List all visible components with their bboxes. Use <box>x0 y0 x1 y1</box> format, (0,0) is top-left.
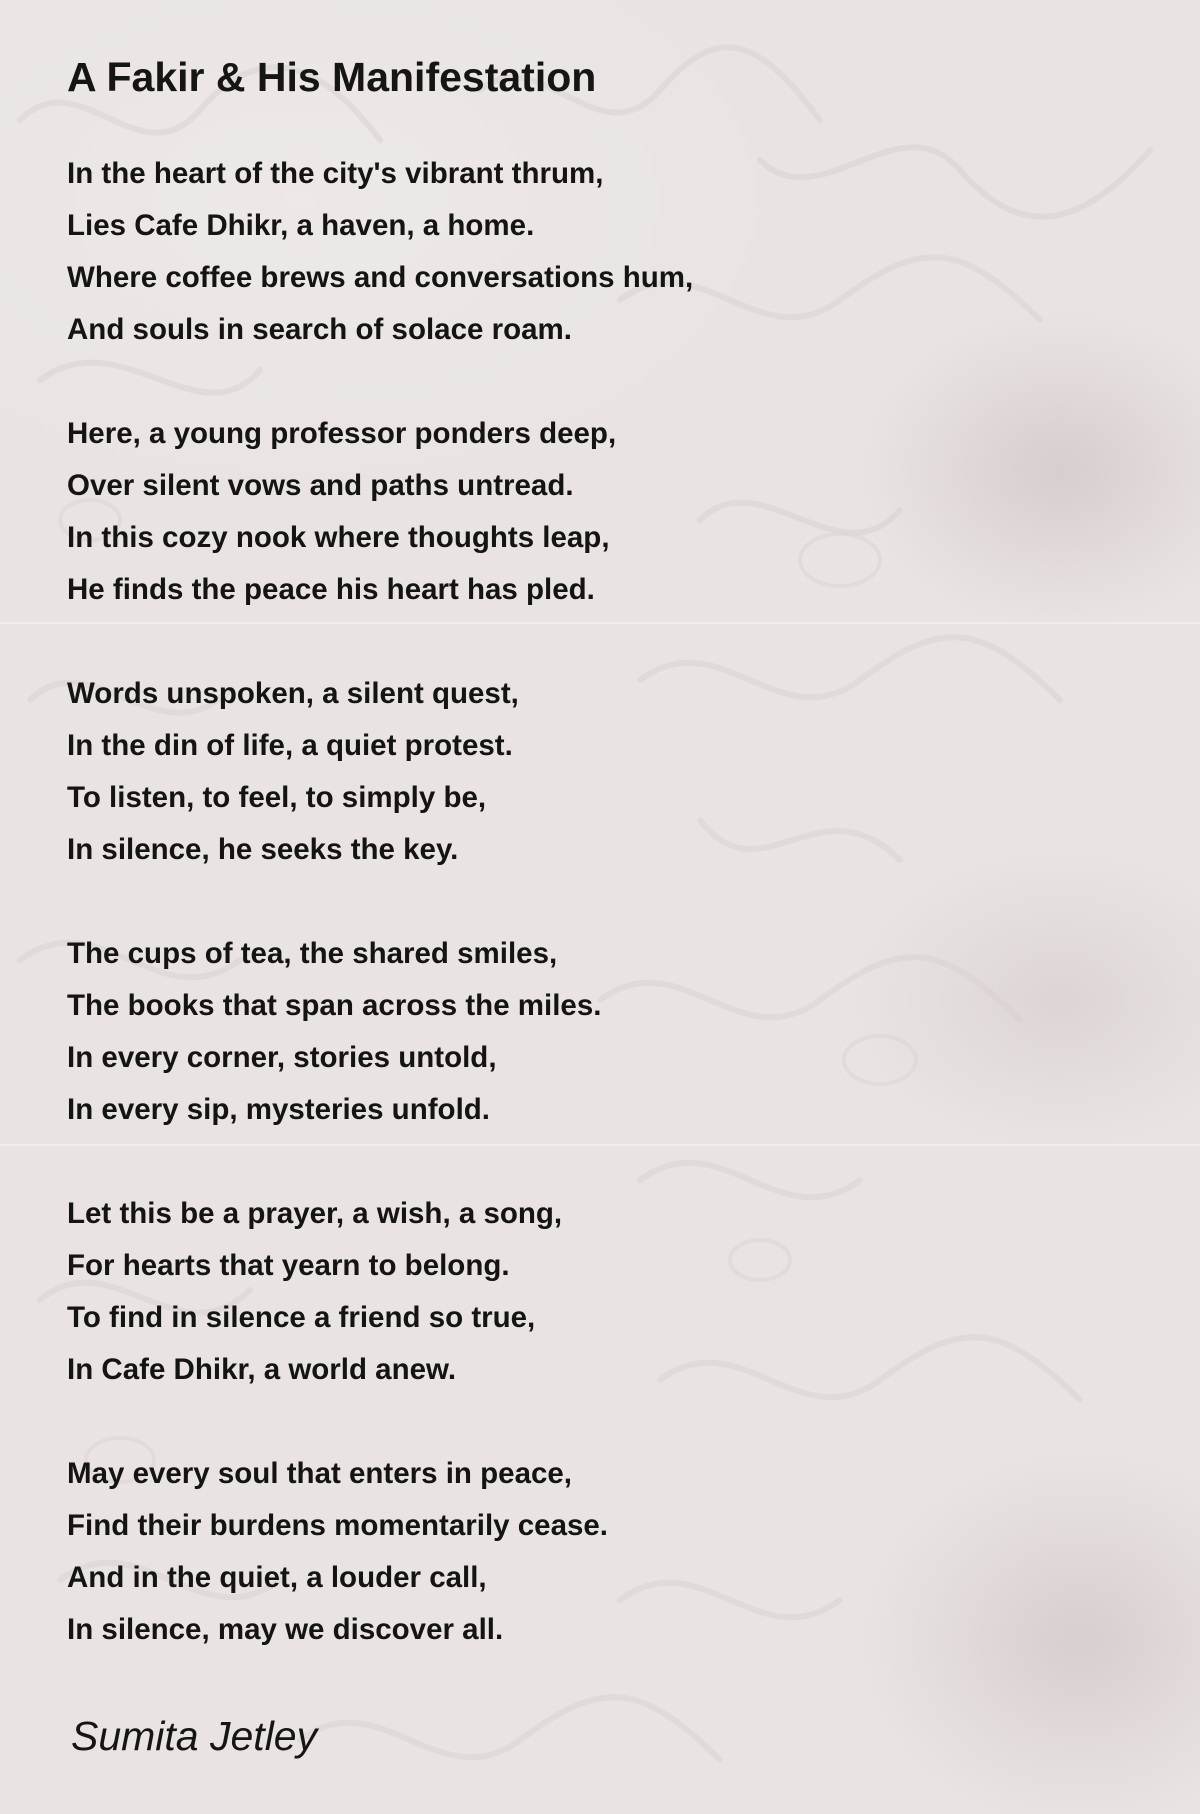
poem-line: Find their burdens momentarily cease. <box>67 1509 608 1542</box>
poem-author: Sumita Jetley <box>71 1713 318 1759</box>
poem-line: And in the quiet, a louder call, <box>67 1561 487 1594</box>
poem-line: In Cafe Dhikr, a world anew. <box>67 1353 457 1386</box>
poem-line: May every soul that enters in peace, <box>67 1457 572 1490</box>
poem-line: In this cozy nook where thoughts leap, <box>67 521 610 554</box>
poem-line: And souls in search of solace roam. <box>67 313 572 346</box>
poem-line: Over silent vows and paths untread. <box>67 469 574 502</box>
poem-container <box>67 48 1147 1708</box>
poem-line: Words unspoken, a silent quest, <box>67 677 519 710</box>
poem-line: Let this be a prayer, a wish, a song, <box>67 1197 563 1230</box>
poem-line: In silence, he seeks the key. <box>67 833 459 866</box>
poem-line: To find in silence a friend so true, <box>67 1301 536 1334</box>
poem-line: To listen, to feel, to simply be, <box>67 781 487 814</box>
poem-line: Lies Cafe Dhikr, a haven, a home. <box>67 209 535 242</box>
poem-line: In the heart of the city's vibrant thrum, <box>67 157 604 190</box>
poem-line: Here, a young professor ponders deep, <box>67 417 617 450</box>
stanza-4 <box>67 928 1147 1136</box>
poem-body <box>67 148 1147 1656</box>
stanza-5 <box>67 1188 1147 1396</box>
poem-line: In silence, may we discover all. <box>67 1613 504 1646</box>
poem-line: The books that span across the miles. <box>67 989 602 1022</box>
poem-line: For hearts that yearn to belong. <box>67 1249 510 1282</box>
stanza-1 <box>67 148 1147 356</box>
poem-title: A Fakir & His Manifestation <box>67 54 597 100</box>
poem-line: Where coffee brews and conversations hum, <box>67 261 694 294</box>
stanza-6 <box>67 1448 1147 1656</box>
poem-line: In every sip, mysteries unfold. <box>67 1093 490 1126</box>
poem-line: He finds the peace his heart has pled. <box>67 573 595 606</box>
stanza-2 <box>67 408 1147 616</box>
stanza-3 <box>67 668 1147 876</box>
poem-line: In the din of life, a quiet protest. <box>67 729 513 762</box>
poem-line: In every corner, stories untold, <box>67 1041 497 1074</box>
poem-line: The cups of tea, the shared smiles, <box>67 937 558 970</box>
